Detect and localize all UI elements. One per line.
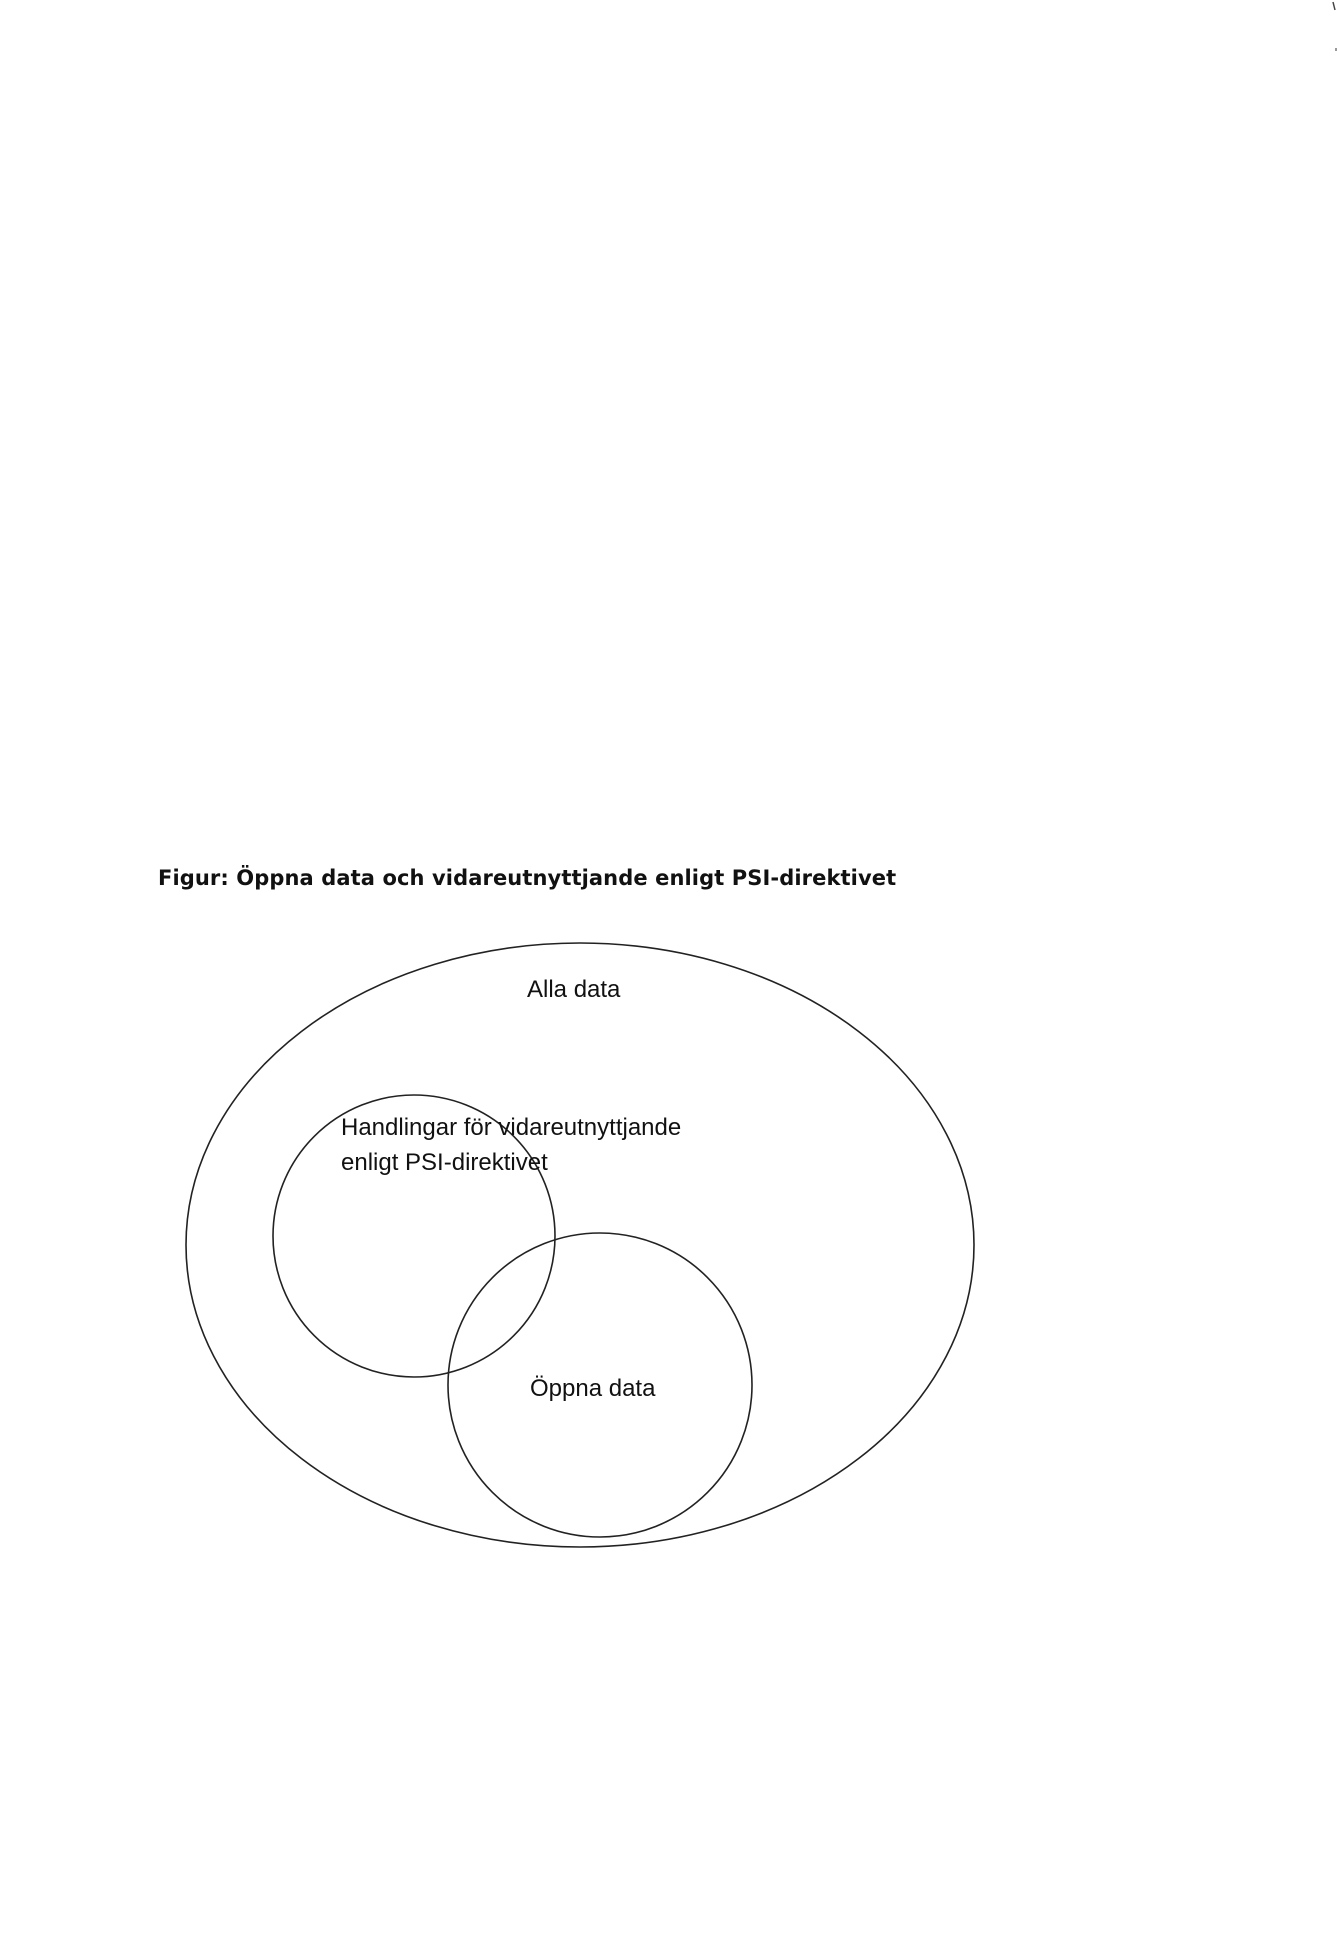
figure-caption: Figur: Öppna data och vidareutnyttjande enligt PSI-direktivet [158, 866, 897, 890]
psi-documents-label-line2: enligt PSI-direktivet [341, 1149, 548, 1176]
all-data-ellipse [186, 943, 974, 1547]
psi-documents-label-line1: Handlingar för vidareutnyttjande [341, 1114, 682, 1141]
open-data-label: Öppna data [530, 1375, 656, 1402]
all-data-label: Alla data [527, 976, 621, 1003]
corner-mark [1333, 2, 1335, 10]
